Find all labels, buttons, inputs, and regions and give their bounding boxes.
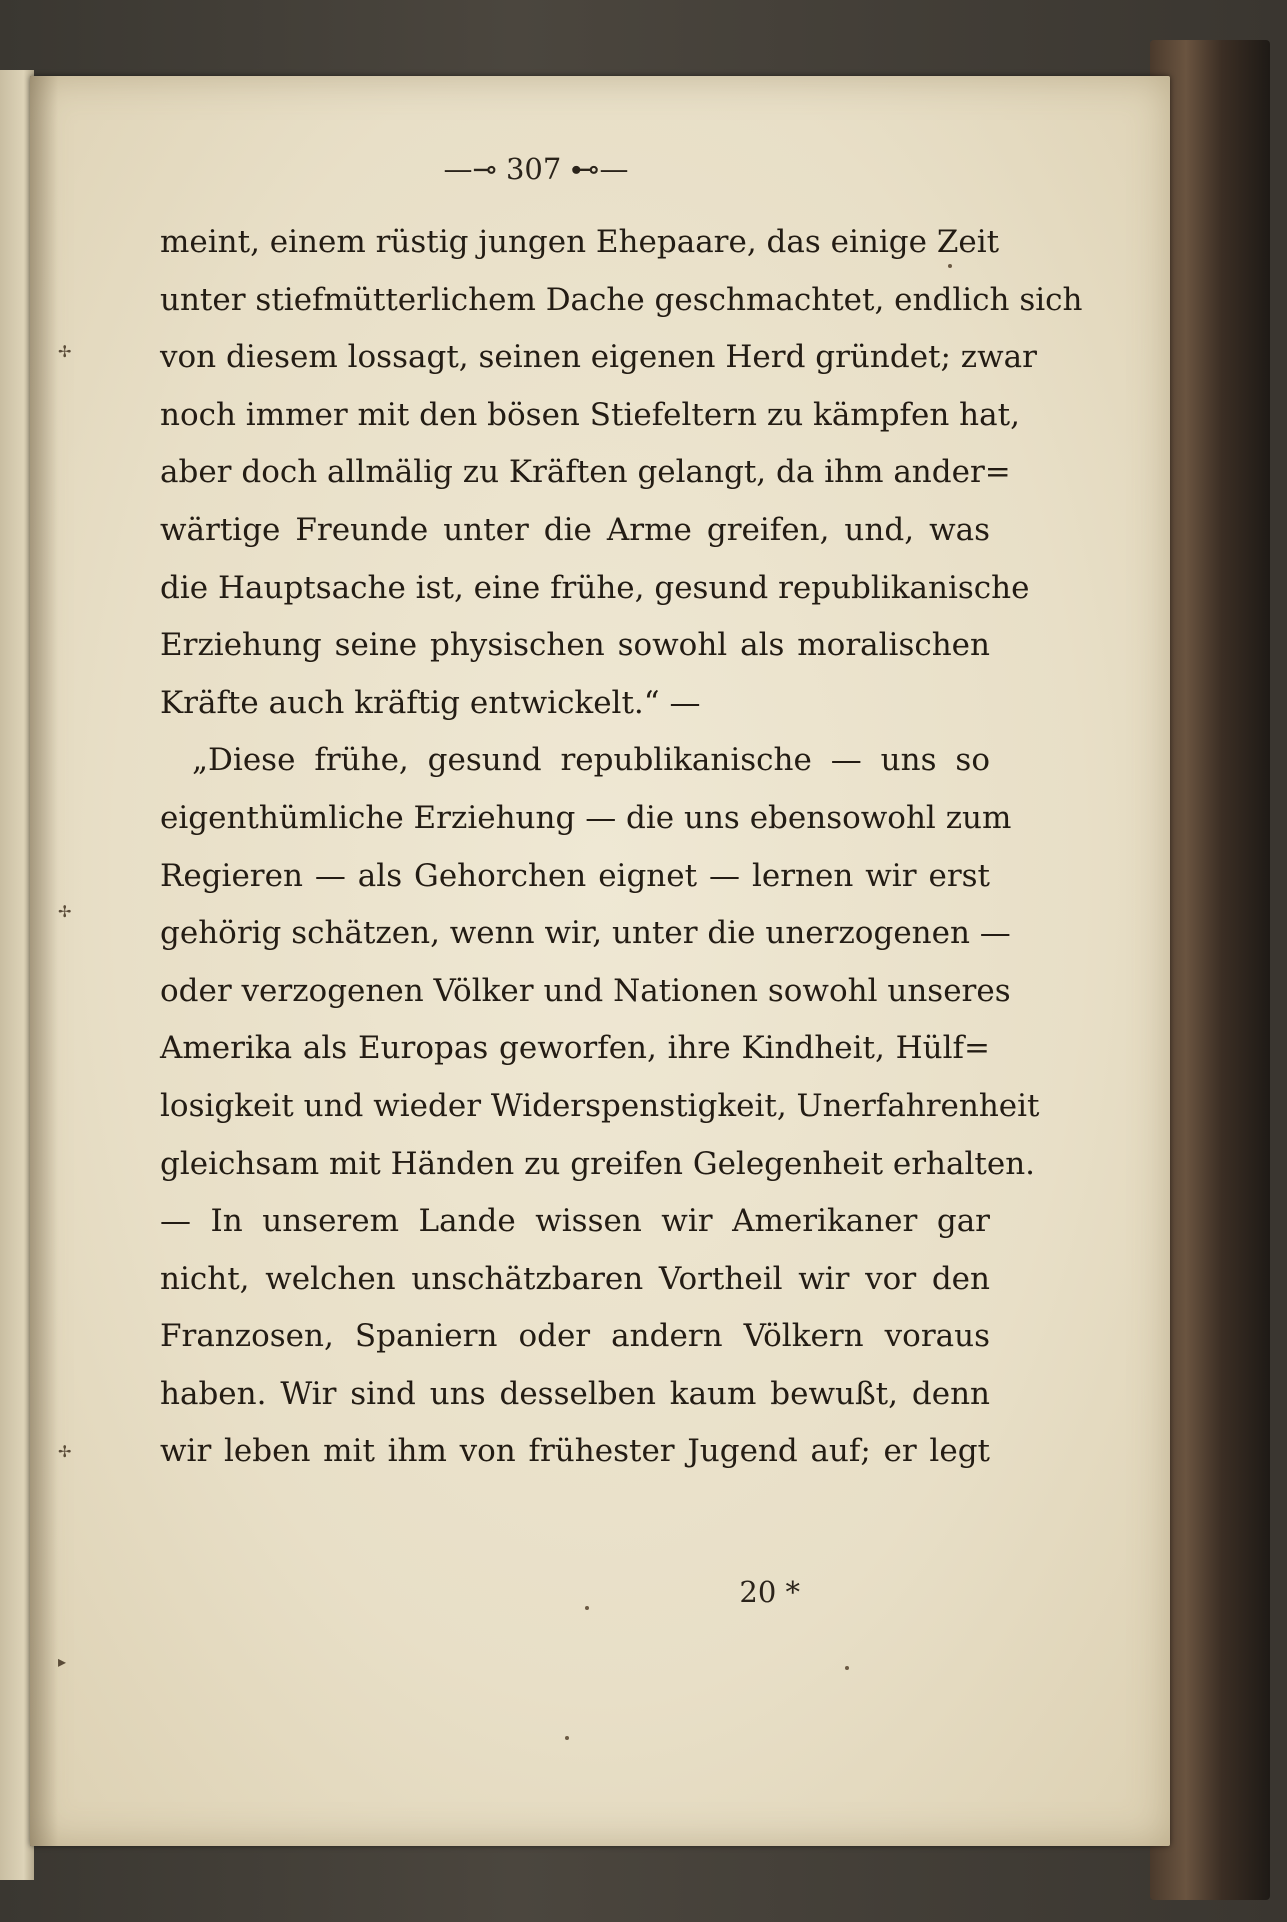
text-line: „Diese frühe, gesund republikanische — uns so: [192, 742, 990, 779]
page-edge-mark-icon: ✢: [58, 342, 72, 361]
text-line: nicht, welchen unschätzbaren Vortheil wir vor den: [160, 1260, 990, 1297]
paper-speck: [845, 1666, 849, 1670]
text-line: von diesem lossagt, seinen eigenen Herd gründet; zwar: [160, 339, 1037, 376]
text-line: gleichsam mit Händen zu greifen Gelegenheit erhalten.: [160, 1145, 1036, 1182]
text-line: aber doch allmälig zu Kräften gelangt, da ihm ander=: [160, 454, 1011, 491]
text-line: oder verzogenen Völker und Nationen sowohl unseres: [160, 972, 1011, 1009]
paper-speck: [565, 1736, 569, 1740]
text-line: die Hauptsache ist, eine frühe, gesund republikanische: [160, 569, 1030, 606]
text-line: Amerika als Europas geworfen, ihre Kindheit, Hülf=: [160, 1030, 990, 1067]
previous-page-edge: [0, 70, 34, 1880]
signature-mark: 20 *: [739, 1575, 800, 1609]
gutter-shadow: [30, 76, 58, 1846]
text-line: losigkeit und wieder Widerspenstigkeit, Unerfahrenheit: [160, 1087, 1040, 1124]
text-line: unter stiefmütterlichem Dache geschmachtet, endlich sich: [160, 281, 1083, 318]
page-number: —⊸ 307 ⊷—: [443, 152, 629, 186]
text-line: Franzosen, Spaniern oder andern Völkern voraus: [160, 1318, 990, 1355]
text-line: meint, einem rüstig jungen Ehepaare, das einige Zeit: [160, 224, 1000, 260]
paper-speck: [585, 1606, 589, 1610]
page-edge-mark-icon: ✢: [58, 902, 72, 921]
text-line: wärtige Freunde unter die Arme greifen, und, was: [160, 511, 990, 548]
page-edge-mark-icon: ▸: [58, 1652, 67, 1671]
text-line: wir leben mit ihm von frühester Jugend auf; er legt: [160, 1433, 990, 1470]
text-line: Kräfte auch kräftig entwickelt.“ —: [160, 684, 701, 721]
body-text: [160, 214, 1083, 1481]
text-line: eigenthümliche Erziehung — die uns ebensowohl zum: [160, 799, 1012, 836]
text-line: gehörig schätzen, wenn wir, unter die unerzogenen —: [160, 915, 1011, 952]
text-line: haben. Wir sind uns desselben kaum bewußt, denn: [160, 1375, 990, 1412]
text-line: — In unserem Lande wissen wir Amerikaner gar: [160, 1203, 990, 1240]
text-line: noch immer mit den bösen Stiefeltern zu kämpfen hat,: [160, 396, 1020, 433]
text-line: Erziehung seine physischen sowohl als moralischen: [160, 627, 990, 664]
text-line: Regieren — als Gehorchen eignet — lernen wir erst: [160, 857, 990, 894]
page-edge-mark-icon: ✢: [58, 1442, 72, 1461]
